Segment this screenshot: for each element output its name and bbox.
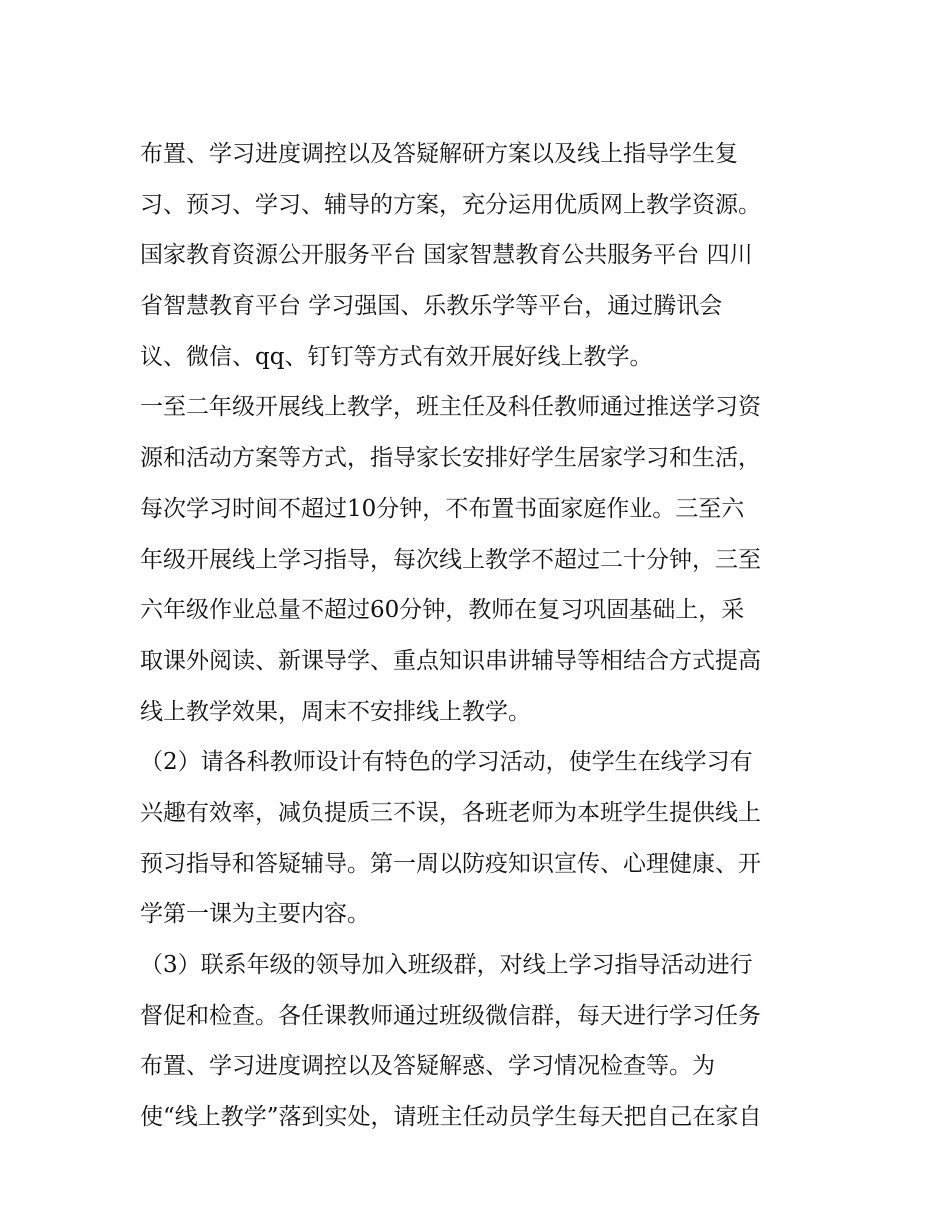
- document-body: [140, 129, 820, 1143]
- text-line: 省智慧教育平台 学习强国、乐教乐学等平台，通过腾讯会: [140, 293, 723, 320]
- text-line: 督促和检查。各任课教师通过班级微信群，每天进行学习任务: [140, 1002, 761, 1029]
- text-line: 取课外阅读、新课导学、重点知识串讲辅导等相结合方式提高: [140, 647, 761, 674]
- text-line: 每次学习时间不超过10分钟，不布置书面家庭作业。三至六: [140, 495, 745, 522]
- text-line: 预习指导和答疑辅导。第一周以防疫知识宣传、心理健康、开: [140, 850, 761, 877]
- text-line: （3）联系年级的领导加入班级群，对线上学习指导活动进行: [140, 952, 753, 978]
- text-line: 兴趣有效率，减负提质三不误，各班老师为本班学生提供线上: [140, 799, 761, 826]
- text-line: 国家教育资源公开服务平台 国家智慧教育公共服务平台 四川: [140, 242, 753, 269]
- text-line: 线上教学效果，周末不安排线上教学。: [140, 698, 531, 725]
- text-line: 源和活动方案等方式，指导家长安排好学生居家学习和生活，: [140, 445, 761, 472]
- text-line: 学第一课为主要内容。: [140, 901, 370, 928]
- text-line: 年级开展线上学习指导，每次线上教学不超过二十分钟，三至: [140, 546, 761, 573]
- text-line: （2）请各科教师设计有特色的学习活动，使学生在线学习有: [140, 749, 753, 776]
- text-line: 布置、学习进度调控以及答疑解惑、学习情况检查等。为: [140, 1053, 715, 1080]
- text-line: 布置、学习进度调控以及答疑解研方案以及线上指导学生复: [140, 141, 738, 167]
- text-line: 六年级作业总量不超过60分钟，教师在复习巩固基础上，采: [140, 597, 745, 624]
- text-line: 议、微信、qq、钉钉等方式有效开展好线上教学。: [140, 343, 653, 370]
- text-line: 一至二年级开展线上教学，班主任及科任教师通过推送学习资: [140, 394, 761, 421]
- text-line: 习、预习、学习、辅导的方案，充分运用优质网上教学资源。: [140, 191, 761, 218]
- text-line: 使“线上教学”落到实处，请班主任动员学生每天把自己在家自: [140, 1104, 762, 1131]
